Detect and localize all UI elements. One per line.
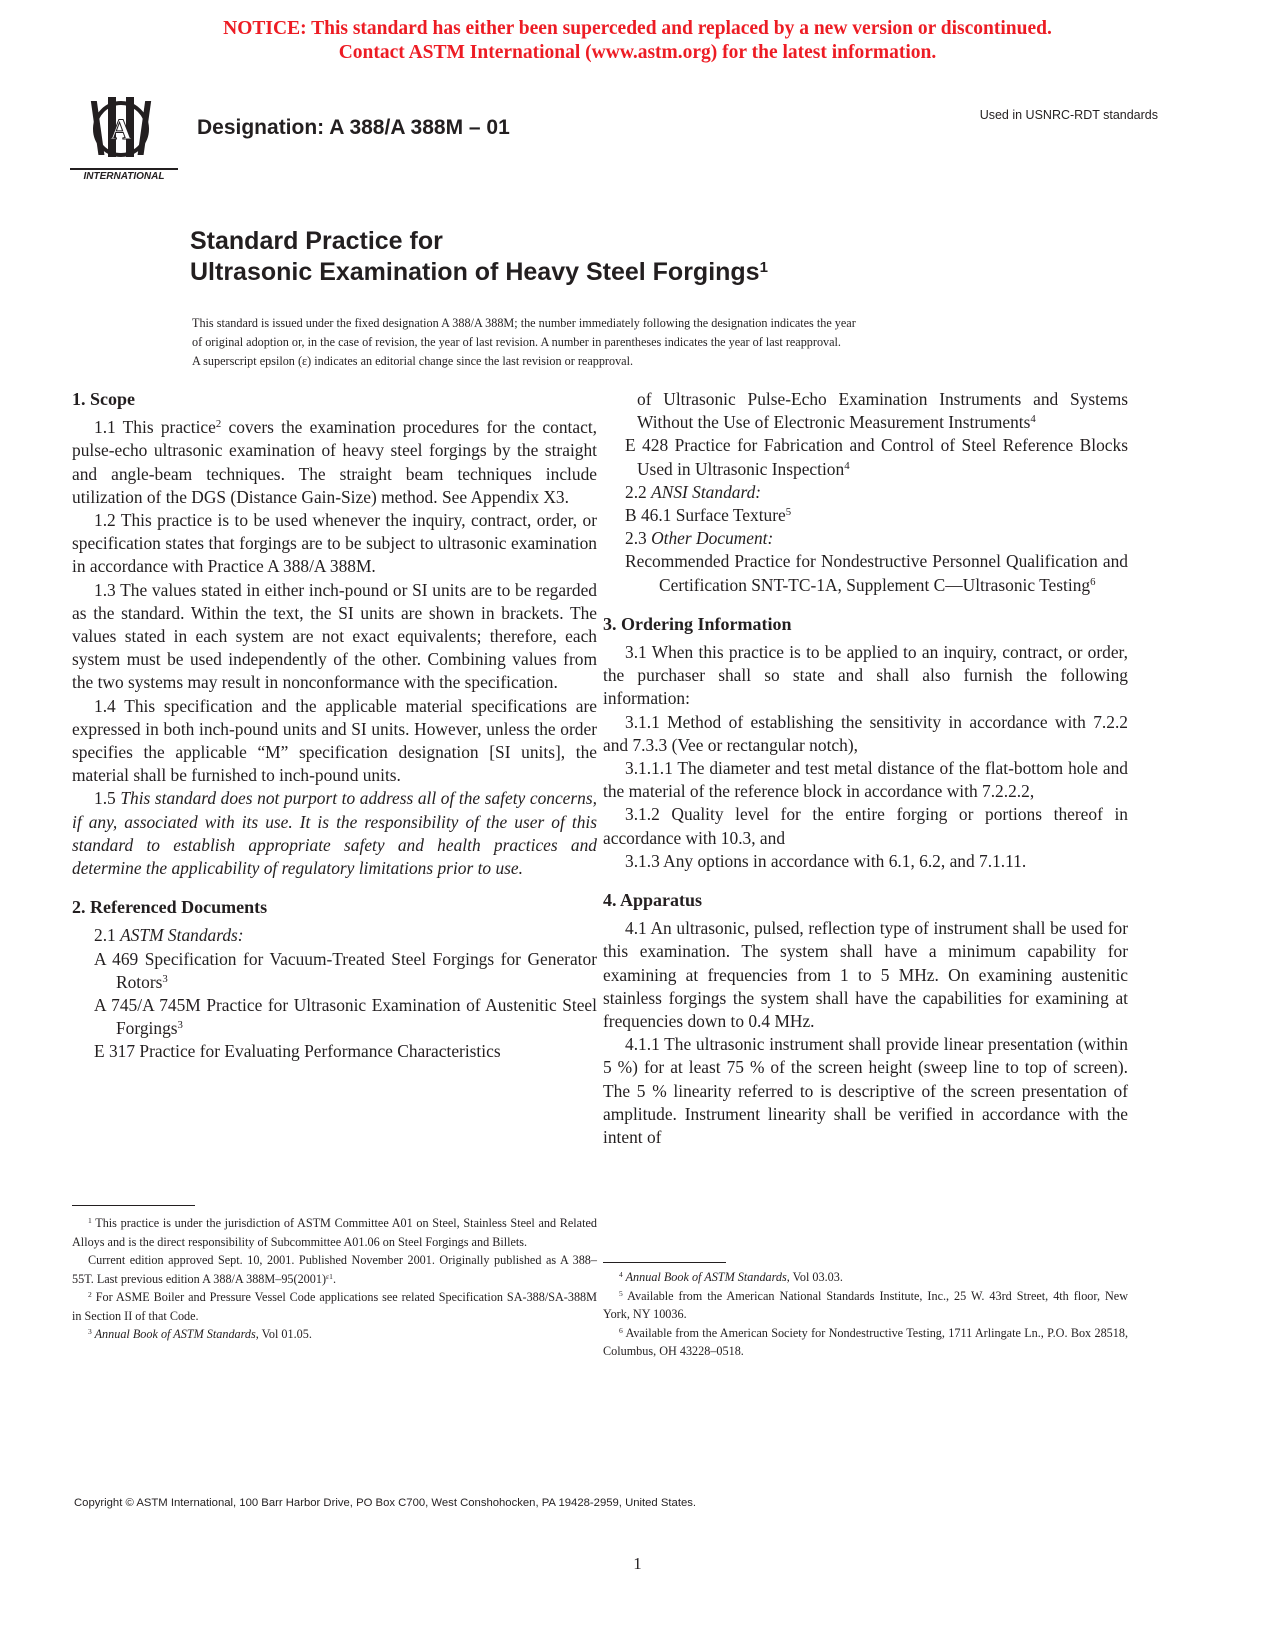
copyright-notice: Copyright © ASTM International, 100 Barr Harbor Drive, PO Box C700, West Conshohocken, PA 19428-2959, United States. <box>74 1497 697 1509</box>
page-title <box>190 226 768 288</box>
designation: Designation: A 388/A 388M – 01 <box>197 116 510 139</box>
para-3-1-1: 3.1.1 Method of establishing the sensitivity in accordance with 7.2.2 and 7.3.3 (Vee or rectangular notch), <box>603 711 1128 755</box>
ref-e317-cont: of Ultrasonic Pulse-Echo Examination Instruments and Systems Without the Use of Electronic Measurement Instruments$^4$ <box>637 389 1128 433</box>
preamble-line-2: of original adoption or, in the case of revision, the year of last revision. A number in parentheses indicates the year of last reapproval. <box>192 335 841 349</box>
section-2-heading: 2. Referenced Documents <box>72 897 268 918</box>
astm-logo <box>70 95 178 187</box>
notice-line-1: NOTICE: This standard has either been superceded and replaced by a new version or discontinued. <box>223 18 1052 39</box>
right-column <box>603 388 1128 1149</box>
ref-a745: A 745/A 745M Practice for Ultrasonic Examination of Austenitic Steel Forgings$^3$ <box>94 995 597 1039</box>
footnote-2: $^2$ For ASME Boiler and Pressure Vessel Code applications see related Specification SA-388/SA-388M in Section II of that Code. <box>72 1289 597 1323</box>
preamble-line-1: This standard is issued under the fixed designation A 388/A 388M; the number immediately following the designation indicates the year <box>192 316 856 330</box>
footnote-1: $^1$ This practice is under the jurisdiction of ASTM Committee A01 on Steel, Stainless Steel and Related Alloys and is the direct responsibility of Subcommittee A01.06 on Steel Forgings and Billets. <box>72 1215 597 1249</box>
para-3-1-2: 3.1.2 Quality level for the entire forging or portions thereof in accordance with 10.3, and <box>603 804 1128 848</box>
section-3-heading: 3. Ordering Information <box>603 613 792 634</box>
preamble-line-3: A superscript epsilon (ε) indicates an editorial change since the last revision or reapproval. <box>192 354 634 368</box>
ref-b461: B 46.1 Surface Texture$^5$ <box>625 505 792 526</box>
ref-e317-start: E 317 Practice for Evaluating Performance Characteristics <box>94 1041 501 1062</box>
used-in-note: Used in USNRC-RDT standards <box>979 108 1158 122</box>
para-4-1-1: 4.1.1 The ultrasonic instrument shall provide linear presentation (within 5 %) for at least 75 % of the screen height (sweep line to top of screen). The 5 % linearity referred to is descriptive of the screen presentation of amplitude. Instrument linearity shall be verified in accordance with the intent of <box>603 1034 1128 1148</box>
section-4-heading: 4. Apparatus <box>603 890 703 911</box>
footnotes-left <box>72 1214 597 1344</box>
para-1-5: 1.5 This standard does not purport to address all of the safety concerns, if any, associated with its use. It is the responsibility of the user of this standard to establish appropriate safety and health practices and determine the applicability of regulatory limitations prior to use. <box>72 788 597 879</box>
footnote-rule-left <box>72 1205 195 1206</box>
para-1-4: 1.4 This specification and the applicable material specifications are expressed in both inch-pound units and SI units. However, unless the order specifies the applicable “M” specification designation [SI units], the material shall be furnished to inch-pound units. <box>72 695 597 786</box>
footnote-6: $^6$ Available from the American Society for Nondestructive Testing, 1711 Arlingate Ln., P.O. Box 28518, Columbus, OH 43228–0518. <box>603 1325 1128 1358</box>
footnote-4: $^4$ Annual Book of ASTM Standards, Vol 03.03. <box>619 1269 843 1284</box>
para-2-2: 2.2 ANSI Standard: <box>625 481 762 502</box>
svg-text:A: A <box>110 113 132 146</box>
para-1-3: 1.3 The values stated in either inch-pound or SI units are to be regarded as the standard. Within the text, the SI units are shown in brackets. The values stated in each system are not exact equivalents; therefore, each system must be used independently of the other. Combining values from the two systems may result in nonconformance with the specification. <box>72 579 597 693</box>
title-line-2: Ultrasonic Examination of Heavy Steel Forgings <box>190 258 760 286</box>
ref-snt: Recommended Practice for Nondestructive Personnel Qualification and Certification SNT-TC-1A, Supplement C—Ultrasonic Testing$^6$ <box>625 551 1128 595</box>
footnote-5: $^5$ Available from the American National Standards Institute, Inc., 25 W. 43rd Street, 4th floor, New York, NY 10036. <box>603 1288 1128 1321</box>
footnote-rule-right <box>603 1262 726 1263</box>
para-1-2: 1.2 This practice is to be used whenever the inquiry, contract, order, or specification states that forgings are to be subject to ultrasonic examination in accordance with Practice A 388/A 388M. <box>72 510 597 577</box>
logo-wordmark: INTERNATIONAL <box>70 168 178 182</box>
page-number: 1 <box>633 1554 642 1573</box>
left-column <box>72 388 597 1063</box>
footnotes-right <box>603 1268 1128 1361</box>
para-3-1: 3.1 When this practice is to be applied to an inquiry, contract, or order, the purchaser shall so state and shall also furnish the following information: <box>603 642 1128 709</box>
footnote-1-edition: Current edition approved Sept. 10, 2001. Published November 2001. Originally published as A 388–55T. Last previous edition A 388/A $388M-95(2001)^{\varepsilon 1}$. <box>72 1253 597 1286</box>
para-1-1: 1.1 This practice$^2$ covers the examination procedures for the contact, pulse-echo ultrasonic examination of heavy steel forgings by the straight and angle-beam techniques. The straight beam techniques include utilization of the DGS (Distance Gain-Size) method. See Appendix X3. <box>72 417 597 507</box>
para-2-1: 2.1 ASTM Standards: <box>94 925 244 946</box>
para-3-1-1-1: 3.1.1.1 The diameter and test metal distance of the flat-bottom hole and the material of the reference block in accordance with 7.2.2.2, <box>603 758 1128 802</box>
footnote-3: $^3$ Annual Book of ASTM Standards, Vol 01.05. <box>88 1326 312 1341</box>
ref-e428: E 428 Practice for Fabrication and Control of Steel Reference Blocks Used in Ultrasonic Inspection$^4$ <box>625 435 1128 479</box>
para-3-1-3: 3.1.3 Any options in accordance with 6.1, 6.2, and 7.1.11. <box>625 850 1027 871</box>
notice-line-2: Contact ASTM International (www.astm.org) for the latest information. <box>338 42 937 63</box>
section-1-heading: 1. Scope <box>72 389 135 409</box>
title-footnote-mark: 1 <box>759 258 768 276</box>
para-4-1: 4.1 An ultrasonic, pulsed, reflection type of instrument shall be used for this examination. The system shall have a minimum capability for examining at frequencies from 1 to 5 MHz. On examining austenitic stainless forgings the system shall have the capabilities for examining at frequencies down to 0.4 MHz. <box>603 918 1128 1032</box>
ref-a469: A 469 Specification for Vacuum-Treated Steel Forgings for Generator Rotors$^3$ <box>94 948 597 992</box>
title-line-1: Standard Practice for <box>190 227 443 255</box>
preamble <box>192 314 1062 371</box>
para-2-3: 2.3 Other Document: <box>625 528 774 549</box>
